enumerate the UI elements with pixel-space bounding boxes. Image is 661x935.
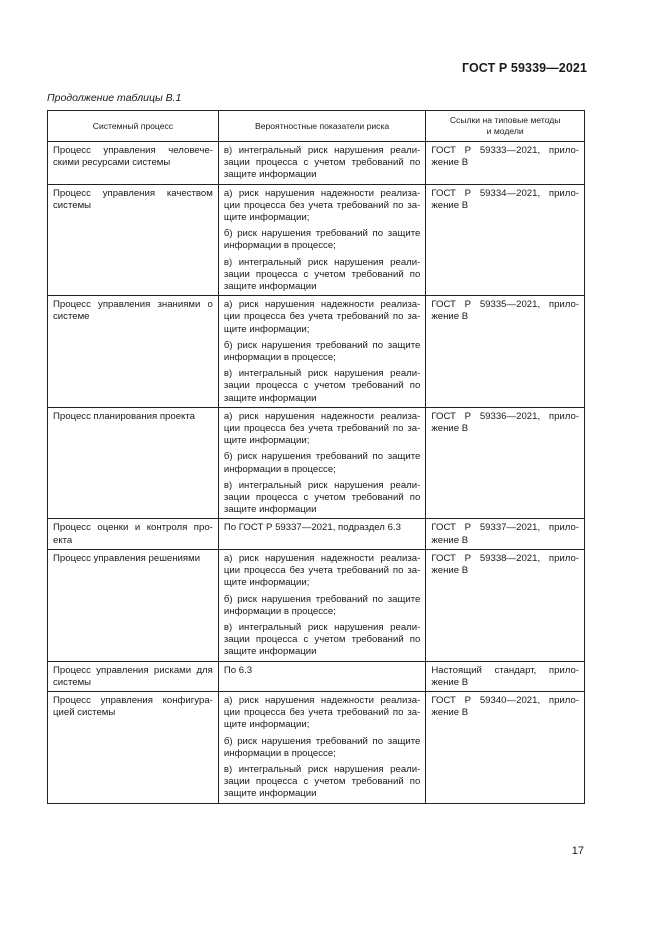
risk-item: а) риск нарушения надежности реализа-ции процесса без учета требований по за-щите информации; <box>223 410 421 447</box>
table-row <box>48 691 585 803</box>
risk-item: б) риск нарушения требований по защите информации в процессе; <box>223 593 421 617</box>
risk-item: в) интегральный риск нарушения реали-зации процесса с учетом требований по защите информации <box>223 479 421 516</box>
process-cell: Процесс планирования проекта <box>48 407 219 519</box>
process-cell: Процесс управления решениями <box>48 549 219 661</box>
process-cell: Процесс управления качеством системы <box>48 184 219 296</box>
process-cell: Процесс управления конфигура-цией системы <box>48 691 219 803</box>
risk-item: б) риск нарушения требований по защите информации в процессе; <box>223 735 421 759</box>
table-row <box>48 519 585 549</box>
risk-item: По 6.3 <box>223 664 253 676</box>
risk-item: а) риск нарушения надежности реализа-ции процесса без учета требований по за-щите информации; <box>223 187 421 224</box>
reference-cell: ГОСТ Р 59336—2021, прило-жение В <box>426 407 585 519</box>
process-cell: Процесс оценки и контроля про-екта <box>48 519 219 549</box>
risk-cell <box>218 184 425 296</box>
risk-item: б) риск нарушения требований по защите информации в процессе; <box>223 228 421 252</box>
risk-item: в) интегральный риск нарушения реали-зации процесса с учетом требований по защите информации <box>223 763 421 800</box>
table-row <box>48 661 585 691</box>
table-row <box>48 549 585 661</box>
risk-item: б) риск нарушения требований по защите информации в процессе; <box>223 339 421 364</box>
column-header-reference: Ссылки на типовые методы и модели <box>426 111 585 142</box>
reference-cell: ГОСТ Р 59338—2021, прило-жение В <box>426 549 585 661</box>
risk-item: в) интегральный риск нарушения реали-зации процесса с учетом требований по защите информации <box>223 621 421 658</box>
reference-cell: ГОСТ Р 59333—2021, прило-жение В <box>426 142 585 185</box>
risk-cell <box>218 296 425 408</box>
risk-cell <box>218 549 425 661</box>
risk-cell <box>218 691 425 803</box>
table-body <box>48 142 585 804</box>
reference-cell: ГОСТ Р 59340—2021, прило-жение В <box>426 691 585 803</box>
process-cell: Процесс управления рисками для системы <box>48 661 219 691</box>
risk-cell <box>218 519 425 549</box>
reference-cell: ГОСТ Р 59334—2021, прило-жение В <box>426 184 585 296</box>
table-caption: Продолжение таблицы В.1 <box>47 92 182 104</box>
page-number: 17 <box>571 845 584 857</box>
risk-item: б) риск нарушения требований по защите информации в процессе; <box>223 451 421 475</box>
column-header-process: Системный процесс <box>48 111 219 142</box>
table-row <box>48 296 585 408</box>
risk-table <box>47 110 585 804</box>
column-header-risk: Вероятностные показатели риска <box>218 111 425 142</box>
risk-cell <box>218 142 425 185</box>
risk-item: а) риск нарушения надежности реализа-ции процесса без учета требований по за-щите информации; <box>223 694 421 731</box>
process-cell: Процесс управления человече-скими ресурсами системы <box>48 142 219 185</box>
table-row <box>48 184 585 296</box>
risk-item: а) риск нарушения надежности реализа-ции процесса без учета требований по за-щите информации; <box>223 299 421 335</box>
risk-cell <box>218 661 425 691</box>
risk-item: в) интегральный риск нарушения реали-зации процесса с учетом требований по защите информации <box>223 256 421 293</box>
reference-cell: Настоящий стандарт, прило-жение В <box>426 661 585 691</box>
reference-cell: ГОСТ Р 59335—2021, прило-жение В <box>426 296 585 408</box>
process-cell: Процесс управления знаниями о системе <box>48 296 219 408</box>
table-row <box>48 407 585 519</box>
risk-item: По ГОСТ Р 59337—2021, подраздел 6.3 <box>223 522 401 534</box>
reference-cell: ГОСТ Р 59337—2021, прило-жение В <box>426 519 585 549</box>
table-row <box>48 142 585 185</box>
risk-item: в) интегральный риск нарушения реали-зации процесса с учетом требований по защите информации <box>223 368 421 404</box>
document-code: ГОСТ Р 59339—2021 <box>461 61 587 75</box>
risk-cell <box>218 407 425 519</box>
risk-item: а) риск нарушения надежности реализа-ции процесса без учета требований по за-щите информации; <box>223 552 421 589</box>
table-header <box>48 111 585 142</box>
risk-item: в) интегральный риск нарушения реали-зации процесса с учетом требований по защите информации <box>223 145 421 181</box>
